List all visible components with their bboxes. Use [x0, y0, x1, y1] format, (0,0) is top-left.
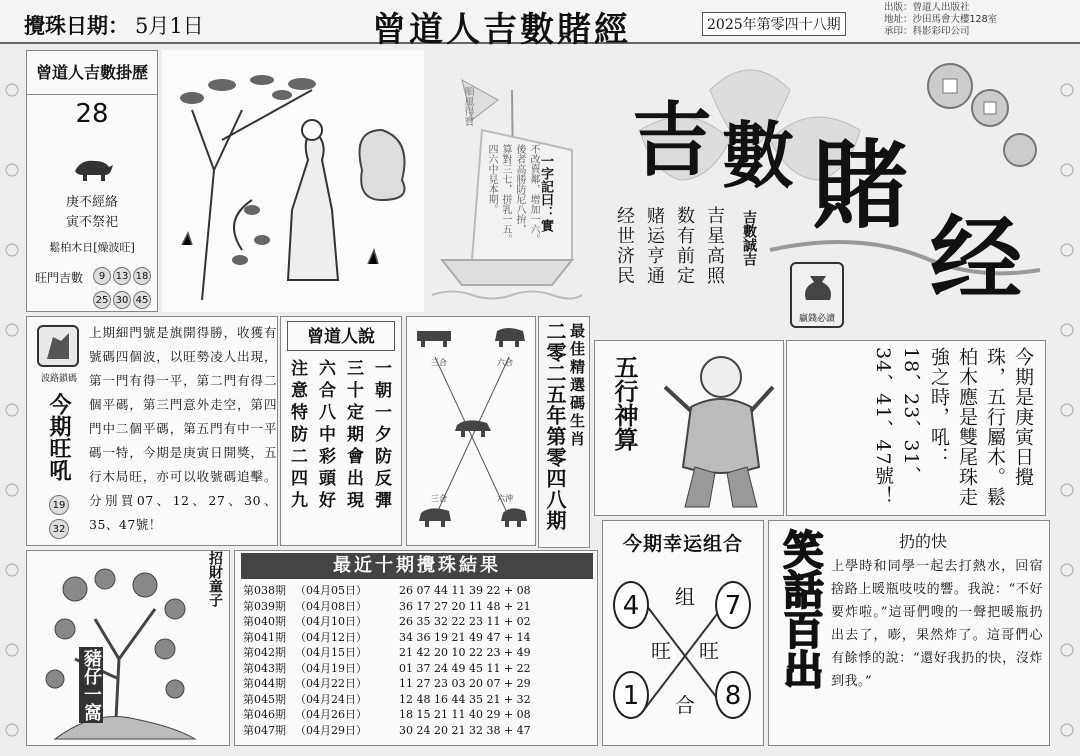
- blessing-col: 吉星高照: [704, 206, 725, 286]
- table-row: [243, 645, 593, 661]
- row-date: （04月26日）: [295, 708, 367, 721]
- poem-line: 算對三七，拼乳一五。: [500, 144, 511, 244]
- poem-line: 不改賣鄰，增加一六。: [528, 144, 539, 244]
- title-jing: 经: [930, 205, 1023, 313]
- publisher-line: 地址：沙田馬會大樓128室: [884, 14, 998, 25]
- table-row: [243, 583, 593, 599]
- best-pick-panel: [538, 316, 590, 548]
- draw-date-value: 5月1日: [135, 14, 204, 38]
- blessing-col: 赌运亨通: [644, 206, 665, 286]
- row-period: 第040期: [243, 615, 286, 628]
- sayings-panel: [280, 316, 402, 546]
- saying-col: 注意特防二四九: [287, 359, 307, 513]
- five-elements-title: 五行神算: [610, 355, 638, 451]
- figure-icon: [39, 327, 77, 365]
- row-date: （04月05日）: [295, 584, 367, 597]
- combo-title: 今期幸运组合: [622, 533, 743, 555]
- combo-char: 合: [675, 693, 695, 717]
- flower-tree-icon: [35, 559, 205, 743]
- row-period: 第043期: [243, 661, 286, 675]
- recruiting-boy-name: 豬仔一窩: [81, 649, 102, 721]
- row-numbers: 11 27 23 03 20 07 + 29: [399, 677, 531, 690]
- draw-date-label: 攪珠日期：: [24, 14, 129, 38]
- best-pick-label: 最佳精選碼生肖: [568, 323, 586, 449]
- combo-char: 旺: [699, 639, 719, 663]
- zodiac-label: 六合: [497, 358, 513, 367]
- title-du: 賭: [812, 129, 908, 242]
- blessing-col: 数有前定: [674, 206, 695, 286]
- saying-col: 六合八中彩頭好: [315, 359, 335, 513]
- table-row: [243, 599, 593, 615]
- row-period: 第041期: [243, 630, 286, 644]
- today-forecast-panel: [786, 340, 1046, 516]
- issue-number: 2025年第零四十八期: [702, 12, 846, 36]
- recruiting-boy-panel: [26, 550, 230, 746]
- sage-figure-icon: [162, 50, 424, 312]
- row-period: 第039期: [243, 599, 286, 613]
- zodiac-animals-icon: [407, 317, 537, 547]
- publisher-line: 出版：曾道人出版社: [884, 2, 970, 13]
- row-numbers: 26 35 32 22 23 11 + 02: [399, 615, 531, 628]
- row-date: （04月08日）: [295, 599, 367, 613]
- combo-number: 8: [715, 671, 751, 719]
- lucky-ball: 18: [133, 267, 151, 285]
- forecast-text-panel: [26, 316, 278, 546]
- row-date: （04月19日）: [295, 661, 367, 675]
- row-date: （04月15日）: [295, 646, 367, 659]
- row-numbers: 18 15 21 11 40 29 + 08: [399, 708, 531, 721]
- poem-header: 一字記曰：實: [538, 154, 553, 232]
- row-period: 第045期: [243, 692, 286, 706]
- left-decor-strip: [3, 50, 21, 750]
- table-row: [243, 707, 593, 723]
- zodiac-label: 三合: [431, 358, 447, 367]
- sage-illustration: [162, 50, 424, 312]
- forecast-paragraph: 上期細門號是旗開得勝，收獲有號碼四個波，以旺勢凌人出現，第一門有得一平，第二門有得二個平碼，第三門意外走空，第四門中二個平碼，第五門有中一平碼一特，今期是庚寅日開獎，五行木局旺，亦可以收號碼追擊。分別買07、12、27、30、35、47號！: [89, 325, 277, 532]
- badge-label: 波路鎖碼: [40, 374, 77, 384]
- row-numbers: 01 37 24 49 45 11 + 22: [399, 661, 531, 675]
- zodiac-label: 三合: [431, 494, 447, 503]
- row-numbers: 26 07 44 11 39 22 + 08: [399, 584, 531, 597]
- good-luck-tag: 吉數誠吉: [741, 210, 757, 266]
- row-period: 第038期: [243, 584, 286, 597]
- joke-panel: [768, 520, 1050, 746]
- recruiting-boy-title: 招財童子: [207, 551, 223, 607]
- lucky-ball: 13: [113, 267, 131, 285]
- joke-title: 扔的快: [899, 532, 948, 551]
- row-numbers: 30 24 20 21 32 38 + 47: [399, 723, 531, 737]
- today-forecast-text: 今期是庚寅日攪珠，五行屬木。鬆柏木應是雙尾珠走強之時，吼：18、23、31、34、41、47號！: [872, 347, 1034, 507]
- masthead-title: 曾道人吉數賭經: [372, 10, 631, 50]
- row-period: 第044期: [243, 677, 286, 690]
- forecast-ball: 32: [49, 519, 69, 539]
- title-shu: 數: [722, 114, 795, 198]
- poem-line: 四六中見本期。: [486, 144, 497, 214]
- verse-1: 庚不經絡: [65, 195, 118, 210]
- row-period: 第042期: [243, 646, 286, 659]
- draw-date: [24, 10, 204, 40]
- combo-number: 7: [715, 581, 751, 629]
- table-row: [243, 614, 593, 630]
- boat-poem: [484, 144, 540, 254]
- row-numbers: 12 48 16 44 35 21 + 32: [399, 692, 531, 706]
- saying-col: 三十定期會出現: [343, 359, 363, 513]
- verse-2: 寅不祭祀: [65, 215, 118, 230]
- joke-body: 上學時和同學一起去打熱水，回宿捨路上暖瓶吱吱的響。我說：“不好要炸啦。”這哥們嗖的一聲把暖瓶扔出去了，嘭，果然炸了。這哥們心有餘悸的說：“還好我扔的快，沒炸到我。”: [831, 559, 1043, 689]
- right-decor-strip: [1058, 50, 1076, 750]
- pattern-icon: [1058, 50, 1076, 750]
- sayings-title: 曾道人說: [287, 321, 395, 351]
- joke-banner: 笑話百出: [777, 529, 823, 689]
- zodiac-label: 六沖: [497, 494, 513, 503]
- calendar-title: 曾道人吉數掛歷: [27, 51, 157, 95]
- child-god-icon: [655, 347, 781, 513]
- row-date: （04月24日）: [295, 692, 367, 706]
- table-row: [243, 661, 593, 677]
- saying-col: 一朝一夕防反彈: [371, 359, 391, 513]
- lucky-ball: 9: [93, 267, 111, 285]
- pattern-icon: [3, 50, 21, 750]
- poem-line: 後者高勝防尼八拚，: [514, 144, 525, 234]
- row-numbers: 36 17 27 20 11 48 + 21: [399, 599, 531, 613]
- table-row: [243, 676, 593, 692]
- forecast-heading: 今期旺吼: [46, 393, 71, 481]
- combo-char: 旺: [651, 639, 671, 663]
- calendar-panel: [26, 50, 158, 312]
- wave-lock-badge: [37, 325, 79, 367]
- table-row: [243, 630, 593, 646]
- header-bar: [0, 0, 1080, 50]
- row-date: （04月22日）: [295, 677, 367, 690]
- publisher-info: [884, 2, 997, 38]
- row-numbers: 34 36 19 21 49 47 + 14: [399, 630, 531, 644]
- blessing-col: 经世济民: [614, 206, 635, 286]
- five-elements-panel: [594, 340, 784, 516]
- recent-results-panel: [234, 550, 598, 746]
- row-numbers: 21 42 20 10 22 23 + 49: [399, 646, 531, 659]
- lucky-number: 28: [75, 99, 109, 129]
- best-pick-issue: 二零二五年第零四八期: [543, 321, 567, 531]
- results-title: 最近十期攪珠結果: [241, 553, 593, 579]
- boat-flag: 順風得寶: [462, 86, 473, 126]
- row-period: 第047期: [243, 723, 286, 737]
- table-row: [243, 723, 593, 739]
- table-row: [243, 692, 593, 708]
- row-date: （04月10日）: [295, 615, 367, 628]
- row-date: （04月29日）: [295, 723, 367, 737]
- lucky-ball: 45: [133, 291, 151, 309]
- forecast-ball: 19: [49, 495, 69, 515]
- combo-char: 组: [675, 585, 695, 609]
- win-badge-label: 贏錢必讀: [798, 314, 835, 324]
- lucky-bag-icon: [800, 268, 836, 304]
- tiger-icon: [71, 151, 115, 185]
- zodiac-diagram: [406, 316, 536, 546]
- row-period: 第046期: [243, 708, 286, 721]
- lucky-combo-panel: [602, 520, 764, 746]
- row-date: （04月12日）: [295, 630, 367, 644]
- combo-number: 4: [613, 581, 649, 629]
- publisher-line: 承印：科影彩印公司: [884, 26, 970, 37]
- wood-line: 鬆柏木日[燥波旺]: [49, 241, 135, 254]
- title-ji: 吉: [632, 94, 712, 187]
- lucky-label: 旺門吉數: [35, 271, 84, 285]
- combo-number: 1: [613, 671, 649, 719]
- boat-panel: [432, 60, 582, 310]
- lucky-ball: 30: [113, 291, 131, 309]
- lucky-ball: 25: [93, 291, 111, 309]
- win-badge: [790, 262, 844, 328]
